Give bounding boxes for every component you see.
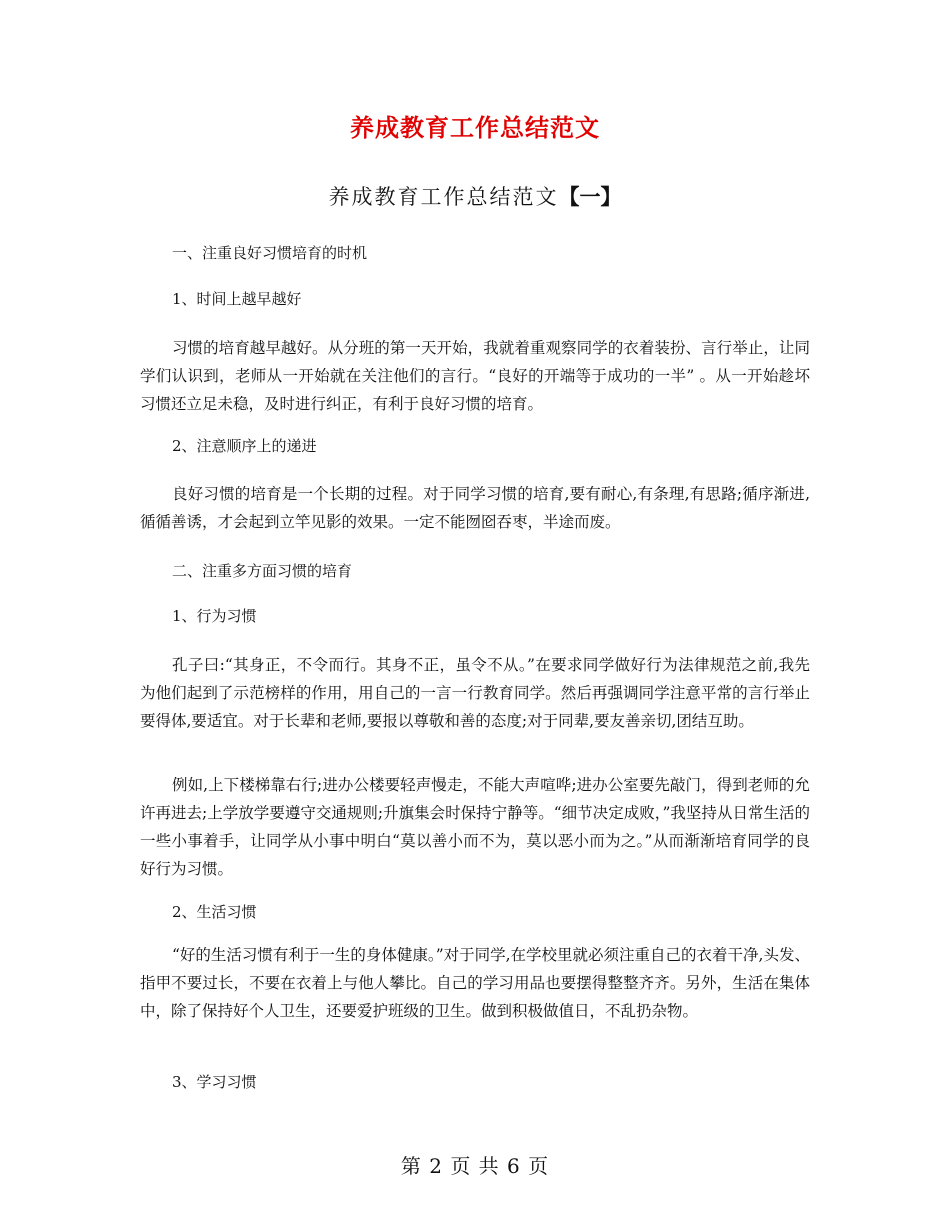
paragraph-4: 例如,上下楼梯靠右行;进办公楼要轻声慢走，不能大声喧哗;进办公室要先敲门，得到老师的允许再进去;上学放学要遵守交通规则;升旗集会时保持宁静等。“细节决定成败，”我坚持从日常生活的一些小事着手，让同学从小事中明白“莫以善小而不为，莫以恶小而为之。”从而渐渐培育同学的良好行为习惯。 <box>140 776 810 878</box>
subtitle-text: 养成教育工作总结范文 <box>328 185 559 209</box>
page-footer: 第 2 页 共 6 页 <box>400 1154 550 1178</box>
subtitle-suffix: 【一】 <box>558 185 622 209</box>
document-title: 养成教育工作总结范文 <box>350 114 600 142</box>
heading-2-2: 2、生活习惯 <box>172 903 257 921</box>
heading-2-1: 1、行为习惯 <box>172 607 257 625</box>
paragraph-2: 良好习惯的培育是一个长期的过程。对于同学习惯的培育,要有耐心,有条理,有思路;循序渐进,循循善诱，才会起到立竿见影的效果。一定不能囫囵吞枣，半途而废。 <box>140 485 810 531</box>
section-subtitle <box>0 181 950 211</box>
paragraph-3: 孔子曰:“其身正，不令而行。其身不正，虽令不从。”在要求同学做好行为法律规范之前,我先为他们起到了示范榜样的作用，用自己的一言一行教育同学。然后再强调同学注意平常的言行举止要得体,要适宜。对于长辈和老师,要报以尊敬和善的态度;对于同辈,要友善亲切,团结互助。 <box>140 656 810 730</box>
heading-2: 二、注重多方面习惯的培育 <box>172 562 353 580</box>
heading-1-1: 1、时间上越早越好 <box>172 290 302 308</box>
paragraph-1: 习惯的培育越早越好。从分班的第一天开始，我就着重观察同学的衣着装扮、言行举止，让同学们认识到，老师从一开始就在关注他们的言行。“良好的开端等于成功的一半” 。从一开始趁坏习惯还立足未稳，及时进行纠正，有利于良好习惯的培育。 <box>140 339 810 413</box>
heading-2-3: 3、学习习惯 <box>172 1073 257 1091</box>
heading-1-2: 2、注意顺序上的递进 <box>172 437 317 455</box>
paragraph-5: “好的生活习惯有利于一生的身体健康。”对于同学,在学校里就必须注重自己的衣着干净,头发、指甲不要过长，不要在衣着上与他人攀比。自己的学习用品也要摆得整整齐齐。另外，生活在集体中，除了保持好个人卫生，还要爱护班级的卫生。做到积极做值日，不乱扔杂物。 <box>140 946 810 1020</box>
heading-1: 一、注重良好习惯培育的时机 <box>172 244 368 262</box>
